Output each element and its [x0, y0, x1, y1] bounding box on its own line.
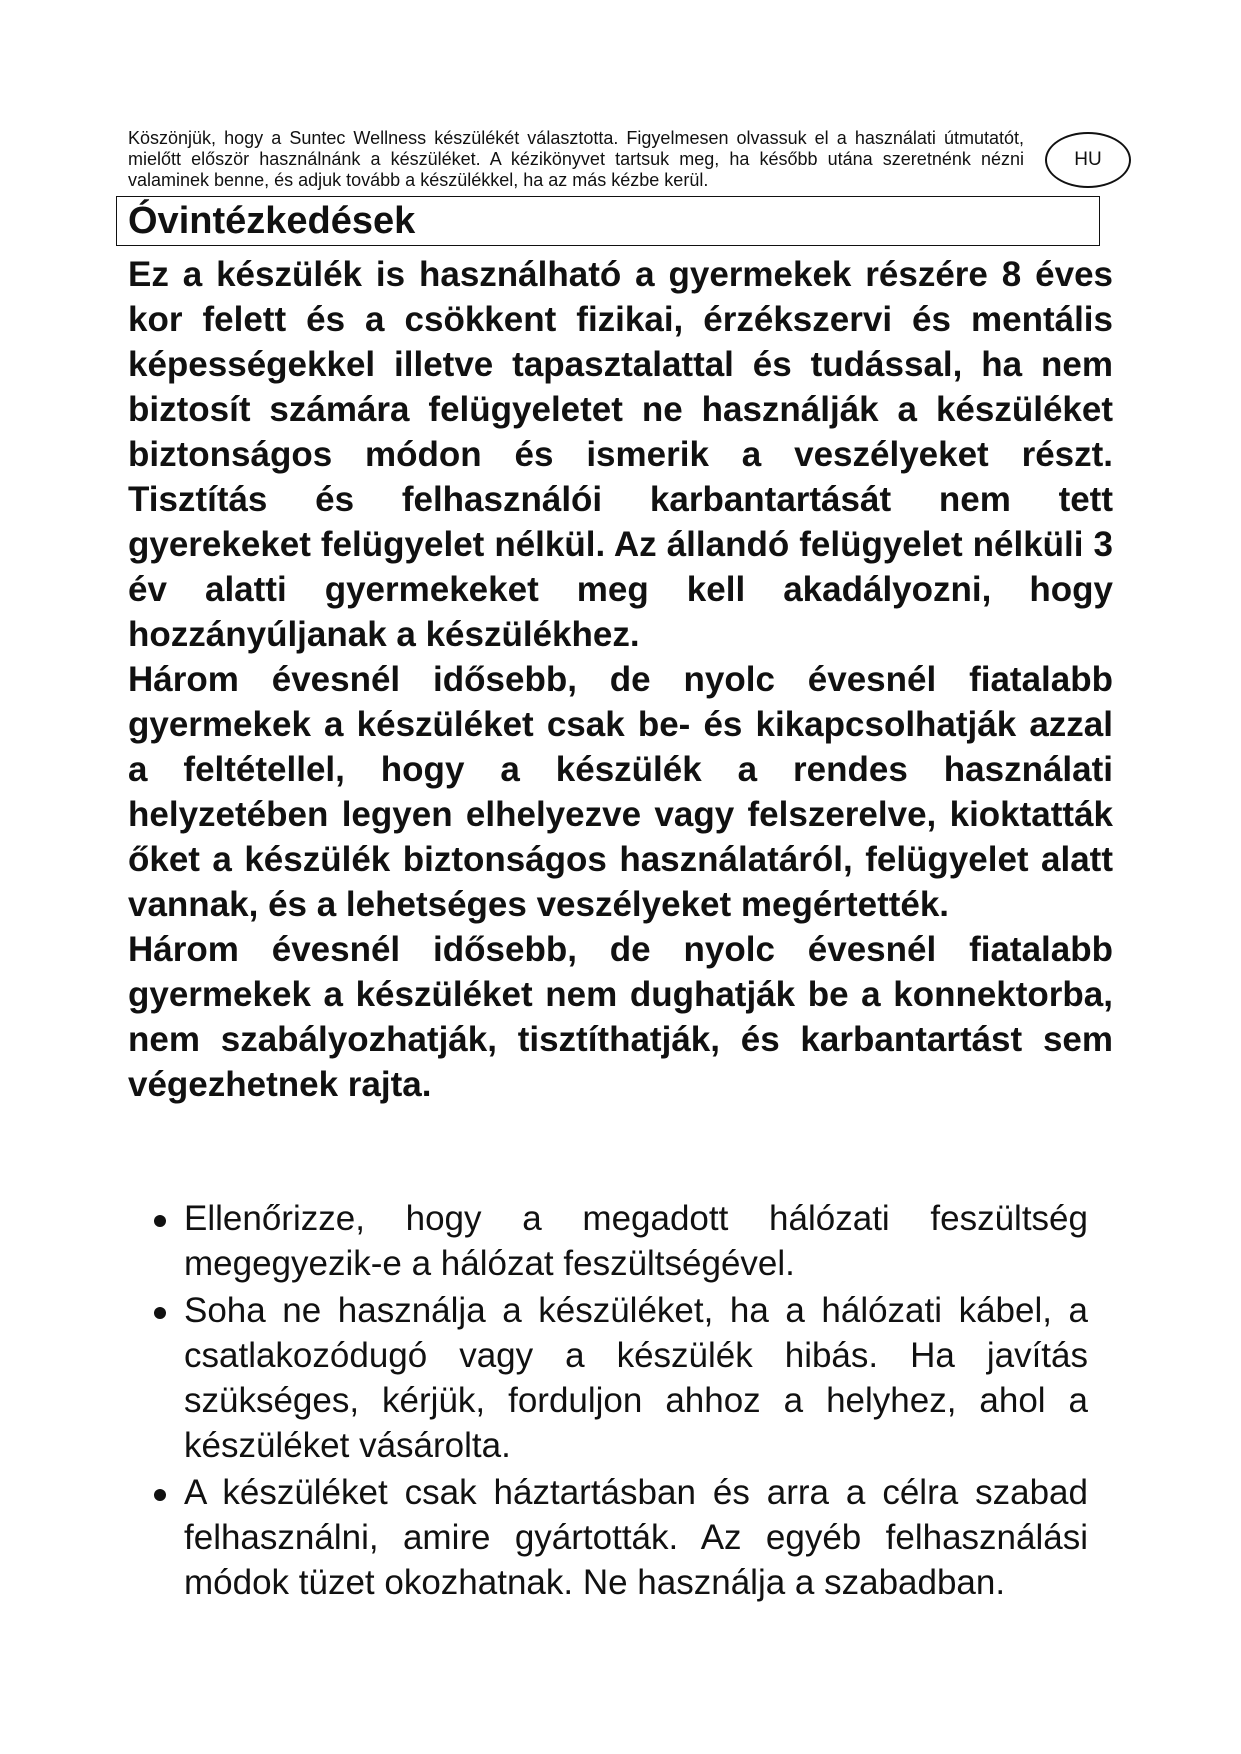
bullet-text: Soha ne használja a készüléket, ha a hálózati kábel, a csatlakozódugó vagy a készülék hibás. Ha javítás szükséges, kérjük, forduljon ahhoz a helyhez, ahol a készüléket vásárolta.: [184, 1291, 1088, 1465]
bullet-dot-icon: [154, 1307, 166, 1319]
warning-paragraph-3: Három évesnél idősebb, de nyolc évesnél fiatalabb gyermekek a készüléket nem dughatják be a konnektorba, nem szabályozhatják, tisztíthatják, és karbantartást sem végezhetnek rajta.: [128, 930, 1113, 1104]
bullet-item-damaged-cable: [148, 1288, 1088, 1468]
bullet-dot-icon: [154, 1489, 166, 1501]
bullet-text: Ellenőrizze, hogy a megadott hálózati feszültség megegyezik-e a hálózat feszültségével.: [184, 1199, 1088, 1283]
bullet-item-household-use: [148, 1470, 1088, 1605]
safety-warning-block: [128, 252, 1113, 1107]
warning-paragraph-2: Három évesnél idősebb, de nyolc évesnél fiatalabb gyermekek a készüléket csak be- és kikapcsolhatják azzal a feltétellel, hogy a készülék a rendes használati helyzetében legyen elhelyezve vagy felszerelve, kioktatták őket a készülék biztonságos használatáról, felügyelet alatt vannak, és a lehetséges veszélyeket megértették.: [128, 660, 1113, 924]
language-badge: [1045, 132, 1131, 188]
language-badge-label: HU: [1074, 149, 1102, 170]
intro-text: Köszönjük, hogy a Suntec Wellness készülékét választotta. Figyelmesen olvassuk el a használati útmutatót, mielőtt először használnánk a készüléket. A kézikönyvet tartsuk meg, ha később utána szeretnénk nézni valaminek benne, és adjuk tovább a készülékkel, ha az más kézbe kerül.: [128, 128, 1024, 190]
safety-bullet-list: [148, 1196, 1088, 1607]
bullet-dot-icon: [154, 1215, 166, 1227]
section-title: Óvintézkedések: [128, 200, 416, 242]
bullet-text: A készüléket csak háztartásban és arra a célra szabad felhasználni, amire gyártották. Az egyéb felhasználási módok tüzet okozhatnak. Ne használja a szabadban.: [184, 1473, 1088, 1602]
warning-paragraph-1: Ez a készülék is használható a gyermekek részére 8 éves kor felett és a csökkent fizikai, érzékszervi és mentális képességekkel illetve tapasztalattal és tudással, ha nem biztosít számára felügyeletet ne használják a készüléket biztonságos módon és ismerik a veszélyeket részt. Tisztítás és felhasználói karbantartását nem tett gyerekeket felügyelet nélkül. Az állandó felügyelet nélküli 3 év alatti gyermekeket meg kell akadályozni, hogy hozzányúljanak a készülékhez.: [128, 255, 1113, 654]
bullet-item-voltage: [148, 1196, 1088, 1286]
intro-paragraph: [128, 128, 1024, 191]
